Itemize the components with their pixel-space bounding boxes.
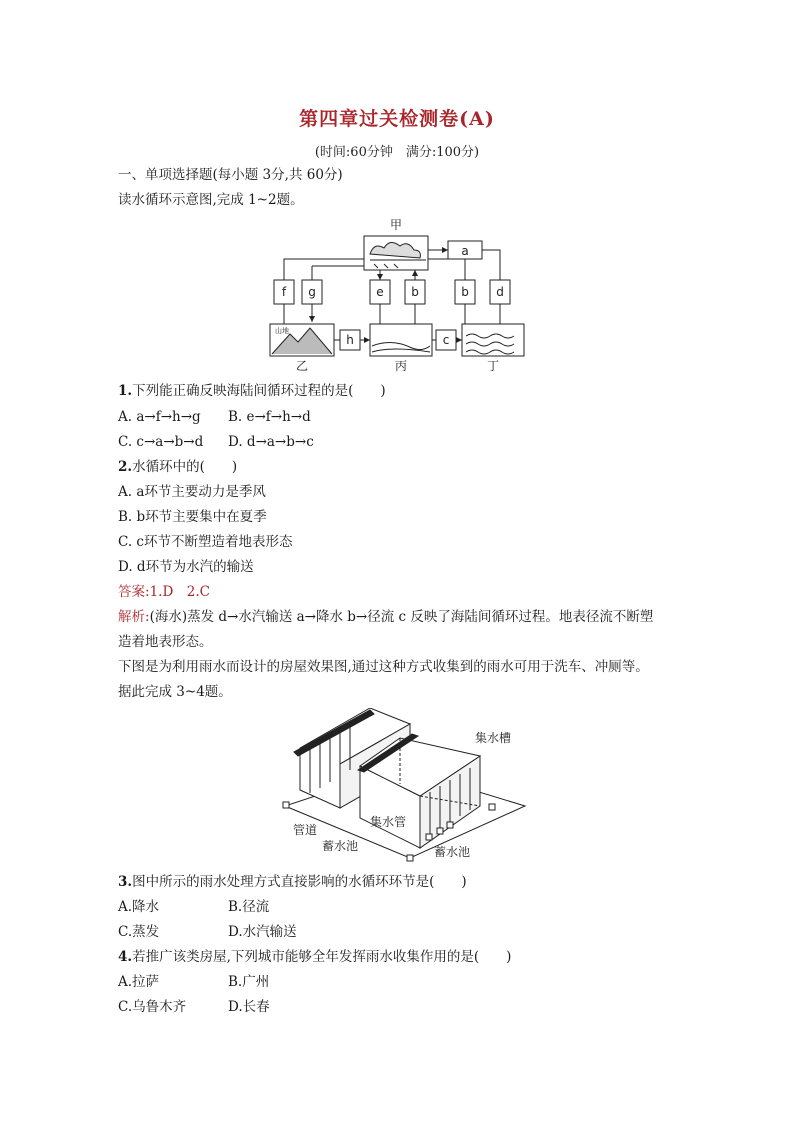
question-1-options-row-2 xyxy=(118,433,314,451)
label-d: d xyxy=(496,285,504,299)
label-yi: 乙 xyxy=(295,359,309,373)
ocean-box xyxy=(462,324,524,356)
label-jia: 甲 xyxy=(389,218,403,232)
q1-option-a[interactable]: A. a→f→h→g xyxy=(118,409,201,425)
answer: 答案:1.D 2.C xyxy=(118,584,210,600)
question-4-options-row-1 xyxy=(118,973,270,991)
label-f: f xyxy=(281,285,287,299)
label-h: h xyxy=(346,333,354,347)
q1-option-b[interactable]: B. e→f→h→d xyxy=(228,409,311,425)
q4-option-a[interactable]: A.拉萨 xyxy=(118,974,160,990)
q4-option-b[interactable]: B.广州 xyxy=(228,974,270,990)
q4-option-d[interactable]: D.长春 xyxy=(228,999,270,1015)
q1-option-d[interactable]: D. d→a→b→c xyxy=(228,434,314,450)
intro-2-line-2: 据此完成 3~4题。 xyxy=(118,684,232,700)
q3-option-d[interactable]: D.水汽输送 xyxy=(228,924,297,940)
question-1: 1.下列能正确反映海陆间循环过程的是( ) xyxy=(118,383,386,399)
q2-option-b[interactable]: B. b环节主要集中在夏季 xyxy=(118,509,267,525)
label-b-1: b xyxy=(411,285,419,299)
question-2: 2.水循环中的( ) xyxy=(118,459,238,475)
intro-text: 读水循环示意图,完成 1~2题。 xyxy=(118,192,304,208)
analysis-line-1: 解析:(海水)蒸发 d→水汽输送 a→降水 b→径流 c 反映了海陆间循环过程。地表径流不断塑 xyxy=(118,609,654,625)
q3-option-b[interactable]: B.径流 xyxy=(228,899,270,915)
question-3-options-row-2 xyxy=(118,923,297,941)
question-4-options-row-2 xyxy=(118,998,270,1016)
q4-option-c[interactable]: C.乌鲁木齐 xyxy=(118,999,187,1015)
label-g: g xyxy=(308,285,316,299)
label-storage-pool-right: 蓄水池 xyxy=(433,845,471,859)
analysis-line-2: 造着地表形态。 xyxy=(118,634,213,650)
question-1-options-row-1 xyxy=(118,408,311,426)
question-4: 4.若推广该类房屋,下列城市能够全年发挥雨水收集作用的是( ) xyxy=(118,949,512,965)
page-title: 第四章过关检测卷(A) xyxy=(299,108,495,130)
label-bing: 丙 xyxy=(394,359,408,373)
q2-option-a[interactable]: A. a环节主要动力是季风 xyxy=(118,484,266,500)
section-heading: 一、单项选择题(每小题 3分,共 60分) xyxy=(118,167,343,183)
intro-2-line-1: 下图是为利用雨水而设计的房屋效果图,通过这种方式收集到的雨水可用于洗车、冲厕等。 xyxy=(118,659,649,675)
label-c: c xyxy=(442,333,450,347)
rainwater-house-diagram xyxy=(280,708,530,868)
question-3-options-row-1 xyxy=(118,898,270,916)
question-3: 3.图中所示的雨水处理方式直接影响的水循环环节是( ) xyxy=(118,874,467,890)
q3-option-a[interactable]: A.降水 xyxy=(118,899,160,915)
label-storage-pool-left: 蓄水池 xyxy=(321,839,359,853)
label-pipe: 管道 xyxy=(292,823,318,837)
label-b-2: b xyxy=(461,285,469,299)
label-gutter: 集水槽 xyxy=(474,731,512,745)
q1-option-c[interactable]: C. c→a→b→d xyxy=(118,434,204,450)
label-e: e xyxy=(376,285,384,299)
label-a: a xyxy=(461,244,469,258)
exam-info: (时间:60分钟 满分:100分) xyxy=(314,145,480,160)
q2-option-c[interactable]: C. c环节不断塑造着地表形态 xyxy=(118,534,293,550)
label-collector-pipe: 集水管 xyxy=(369,815,407,829)
label-ding: 丁 xyxy=(486,359,500,373)
q3-option-c[interactable]: C.蒸发 xyxy=(118,924,160,940)
label-mountain: 山地 xyxy=(275,327,289,335)
q2-option-d[interactable]: D. d环节为水汽的输送 xyxy=(118,559,254,575)
water-cycle-diagram xyxy=(260,214,530,374)
